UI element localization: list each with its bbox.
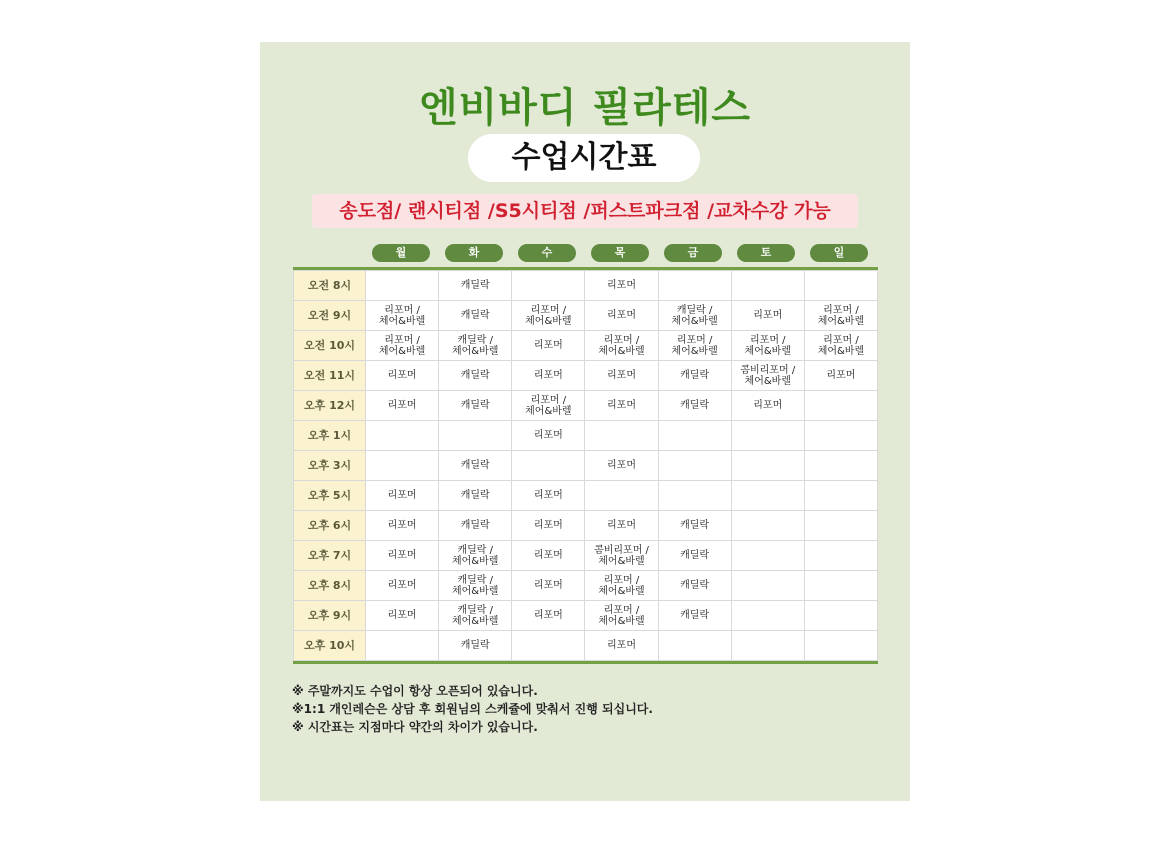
- class-cell: 리포머: [512, 481, 585, 511]
- class-cell: 캐딜락: [658, 601, 731, 631]
- class-cell: [804, 541, 877, 571]
- schedule-table: [293, 270, 878, 661]
- class-cell: 리포머 / 체어&바렐: [804, 301, 877, 331]
- class-cell: [804, 271, 877, 301]
- time-slot-label: 오전 10시: [294, 331, 366, 361]
- time-slot-label: 오전 11시: [294, 361, 366, 391]
- class-cell: 캐딜락 / 체어&바렐: [658, 301, 731, 331]
- day-label-sun: 일: [810, 244, 868, 262]
- table-row: [294, 301, 878, 331]
- class-cell: 리포머 / 체어&바렐: [731, 331, 804, 361]
- class-cell: 리포머: [366, 511, 439, 541]
- time-slot-label: 오후 9시: [294, 601, 366, 631]
- class-cell: [658, 451, 731, 481]
- class-cell: [731, 451, 804, 481]
- class-cell: 캐딜락: [439, 301, 512, 331]
- class-cell: 리포머: [366, 541, 439, 571]
- class-cell: 리포머: [585, 361, 658, 391]
- class-cell: 리포머 / 체어&바렐: [512, 391, 585, 421]
- note-weekend: ※ 주말까지도 수업이 항상 오픈되어 있습니다.: [292, 684, 538, 698]
- class-cell: 리포머: [731, 391, 804, 421]
- class-cell: 캐딜락: [658, 571, 731, 601]
- day-label-tue: 화: [445, 244, 503, 262]
- class-cell: [512, 271, 585, 301]
- class-cell: 리포머: [585, 631, 658, 661]
- class-cell: 캐딜락 / 체어&바렐: [439, 331, 512, 361]
- class-cell: 리포머: [512, 361, 585, 391]
- class-cell: 캐딜락: [439, 481, 512, 511]
- class-cell: [731, 571, 804, 601]
- day-header-row: [365, 244, 875, 262]
- class-cell: 리포머 / 체어&바렐: [658, 331, 731, 361]
- class-cell: 캐딜락 / 체어&바렐: [439, 601, 512, 631]
- branch-list: 송도점/ 랜시티점 /S5시티점 /퍼스트파크점 /교차수강 가능: [312, 194, 858, 228]
- class-cell: 리포머 / 체어&바렐: [366, 331, 439, 361]
- class-cell: 리포머: [366, 481, 439, 511]
- class-cell: [658, 421, 731, 451]
- class-cell: 리포머: [366, 361, 439, 391]
- class-cell: 캐딜락: [658, 361, 731, 391]
- table-row: [294, 511, 878, 541]
- class-cell: [731, 541, 804, 571]
- class-cell: [512, 631, 585, 661]
- class-cell: 리포머: [512, 421, 585, 451]
- class-cell: [804, 451, 877, 481]
- class-cell: 리포머: [366, 391, 439, 421]
- class-cell: [731, 631, 804, 661]
- table-row: [294, 271, 878, 301]
- note-branch-difference: ※ 시간표는 지점마다 약간의 차이가 있습니다.: [292, 720, 538, 734]
- day-label-wed: 수: [518, 244, 576, 262]
- class-cell: 리포머: [585, 301, 658, 331]
- time-slot-label: 오후 6시: [294, 511, 366, 541]
- day-label-thu: 목: [591, 244, 649, 262]
- class-cell: 리포머: [512, 541, 585, 571]
- class-cell: [658, 271, 731, 301]
- table-row: [294, 571, 878, 601]
- table-row: [294, 451, 878, 481]
- class-cell: [804, 631, 877, 661]
- table-row: [294, 331, 878, 361]
- class-cell: 캐딜락: [658, 391, 731, 421]
- class-cell: 리포머: [512, 571, 585, 601]
- class-cell: [658, 631, 731, 661]
- class-cell: [804, 391, 877, 421]
- class-cell: [366, 271, 439, 301]
- class-cell: 리포머: [512, 601, 585, 631]
- day-label-sat: 토: [737, 244, 795, 262]
- class-cell: 캐딜락: [439, 361, 512, 391]
- time-slot-label: 오후 1시: [294, 421, 366, 451]
- table-row: [294, 361, 878, 391]
- class-cell: 캐딜락: [439, 451, 512, 481]
- class-cell: 리포머 / 체어&바렐: [585, 331, 658, 361]
- class-cell: [658, 481, 731, 511]
- class-cell: [804, 511, 877, 541]
- class-cell: 리포머: [512, 511, 585, 541]
- table-row: [294, 631, 878, 661]
- time-slot-label: 오후 5시: [294, 481, 366, 511]
- class-cell: 리포머 / 체어&바렐: [585, 601, 658, 631]
- table-row: [294, 601, 878, 631]
- class-cell: 캐딜락: [439, 271, 512, 301]
- class-cell: [366, 421, 439, 451]
- class-cell: [731, 271, 804, 301]
- notes: [292, 682, 852, 736]
- class-cell: [512, 451, 585, 481]
- class-cell: [439, 421, 512, 451]
- class-cell: 콤비리포머 / 체어&바렐: [585, 541, 658, 571]
- time-slot-label: 오전 8시: [294, 271, 366, 301]
- class-cell: [731, 601, 804, 631]
- class-cell: 리포머 / 체어&바렐: [804, 331, 877, 361]
- class-cell: [366, 451, 439, 481]
- class-cell: 리포머 / 체어&바렐: [585, 571, 658, 601]
- class-cell: 리포머: [585, 451, 658, 481]
- class-cell: 리포머: [804, 361, 877, 391]
- class-cell: [804, 421, 877, 451]
- class-cell: 리포머: [366, 601, 439, 631]
- class-cell: 캐딜락: [439, 391, 512, 421]
- day-label-mon: 월: [372, 244, 430, 262]
- class-cell: 리포머 / 체어&바렐: [512, 301, 585, 331]
- class-cell: 리포머: [585, 271, 658, 301]
- class-cell: 캐딜락: [658, 541, 731, 571]
- class-cell: [731, 511, 804, 541]
- class-cell: 리포머: [585, 511, 658, 541]
- class-cell: [585, 421, 658, 451]
- schedule-table-container: [293, 267, 878, 664]
- class-cell: [804, 601, 877, 631]
- time-slot-label: 오후 7시: [294, 541, 366, 571]
- time-slot-label: 오후 12시: [294, 391, 366, 421]
- class-cell: 캐딜락 / 체어&바렐: [439, 571, 512, 601]
- table-row: [294, 481, 878, 511]
- class-cell: [804, 571, 877, 601]
- class-cell: 리포머: [585, 391, 658, 421]
- class-cell: 캐딜락: [439, 511, 512, 541]
- brand-title: 엔비바디 필라테스: [418, 85, 752, 131]
- class-cell: 리포머: [512, 331, 585, 361]
- class-cell: 리포머: [731, 301, 804, 331]
- class-cell: [585, 481, 658, 511]
- schedule-title: 수업시간표: [468, 134, 700, 182]
- table-row: [294, 541, 878, 571]
- class-cell: [731, 421, 804, 451]
- time-slot-label: 오전 9시: [294, 301, 366, 331]
- table-row: [294, 391, 878, 421]
- time-slot-label: 오후 10시: [294, 631, 366, 661]
- class-cell: [366, 631, 439, 661]
- time-slot-label: 오후 8시: [294, 571, 366, 601]
- time-slot-label: 오후 3시: [294, 451, 366, 481]
- note-private-lesson: ※1:1 개인레슨은 상담 후 회원님의 스케쥴에 맞춰서 진행 되십니다.: [292, 702, 653, 716]
- class-cell: 캐딜락: [658, 511, 731, 541]
- class-cell: 콤비리포머 / 체어&바렐: [731, 361, 804, 391]
- class-cell: 리포머 / 체어&바렐: [366, 301, 439, 331]
- class-cell: [731, 481, 804, 511]
- day-label-fri: 금: [664, 244, 722, 262]
- schedule-poster: [260, 42, 910, 801]
- class-cell: 캐딜락 / 체어&바렐: [439, 541, 512, 571]
- table-row: [294, 421, 878, 451]
- class-cell: [804, 481, 877, 511]
- table-bottom-rule: [293, 661, 878, 664]
- class-cell: 캐딜락: [439, 631, 512, 661]
- class-cell: 리포머: [366, 571, 439, 601]
